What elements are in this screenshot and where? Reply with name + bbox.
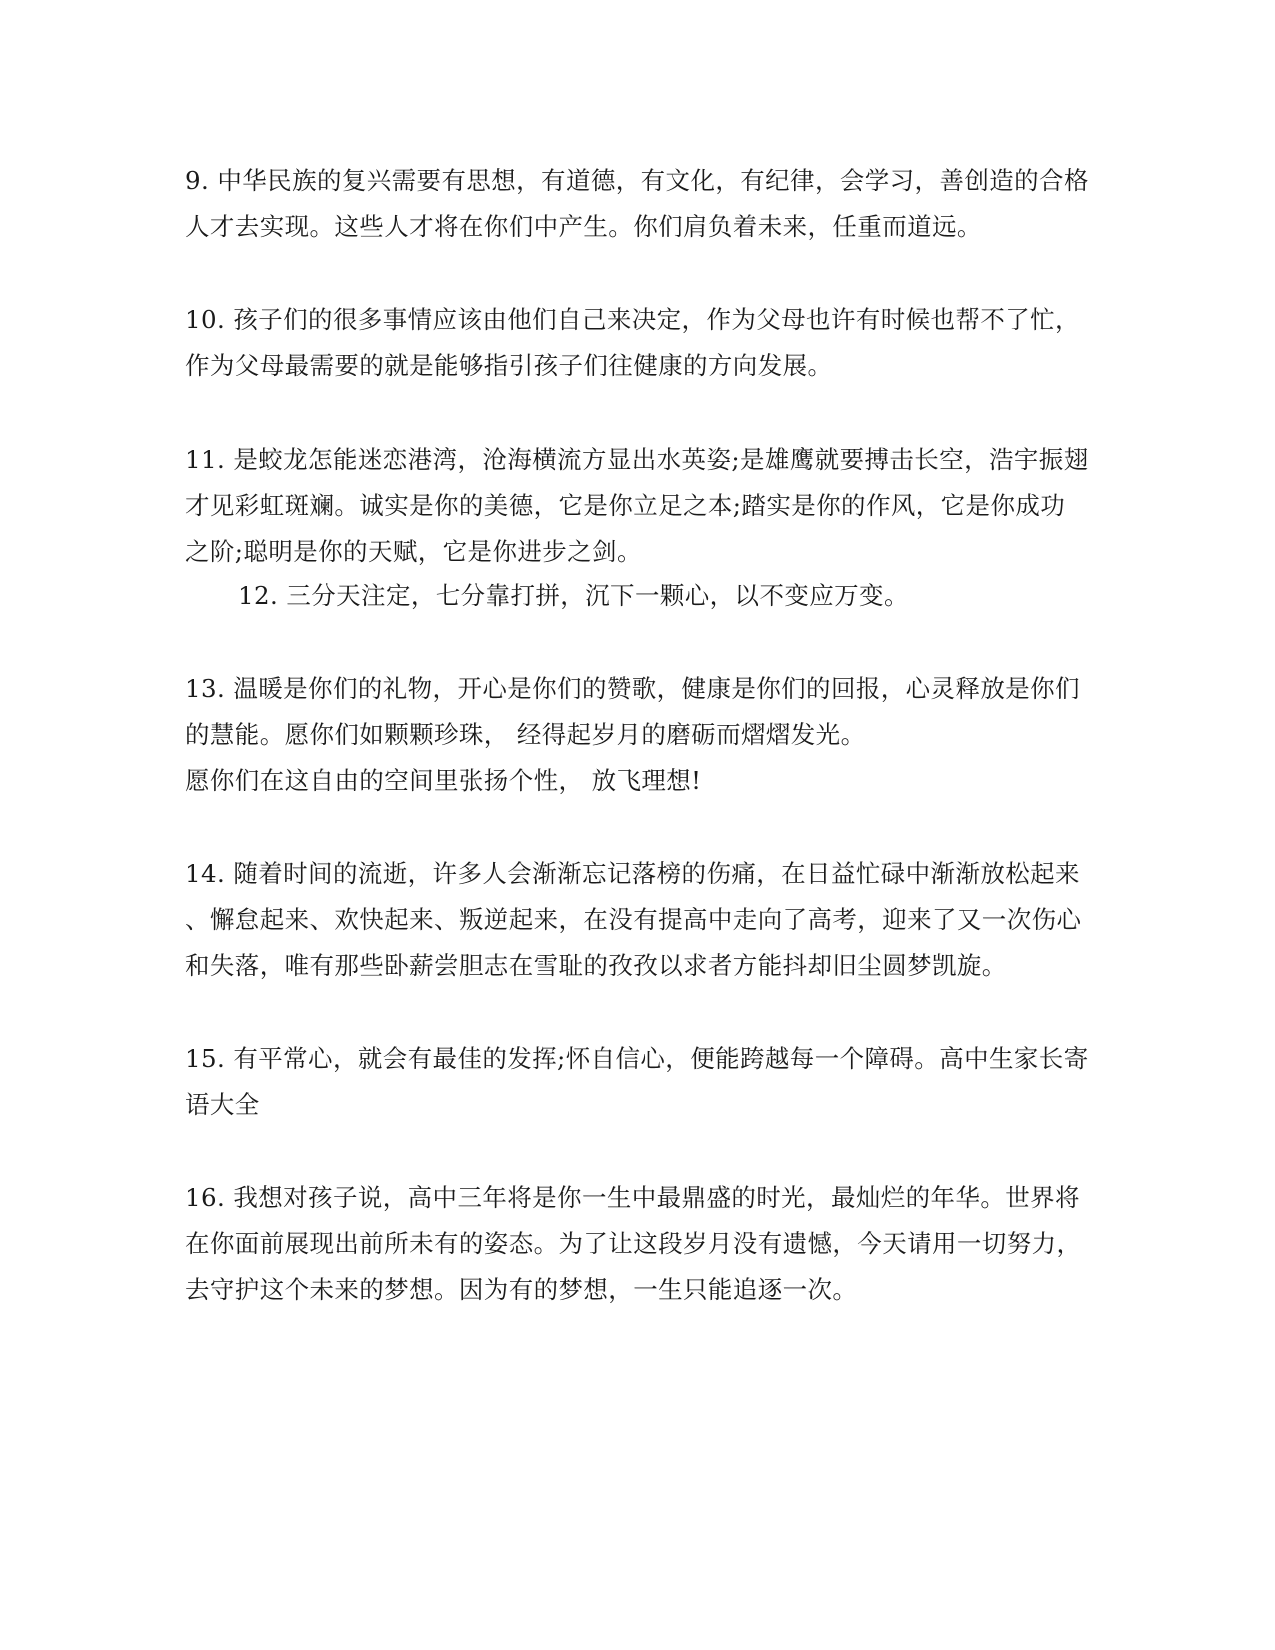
paragraph-line: 11. 是蛟龙怎能迷恋港湾，沧海横流方显出水英姿;是雄鹰就要搏击长空，浩宇振翅 xyxy=(185,445,1089,474)
paragraph-line: 13. 温暖是你们的礼物，开心是你们的赞歌，健康是你们的回报，心灵释放是你们 xyxy=(185,674,1080,703)
paragraph-line: 12. 三分天注定，七分靠打拼，沉下一颗心，以不变应万变。 xyxy=(238,581,909,610)
paragraph-line: 作为父母最需要的就是能够指引孩子们往健康的方向发展。 xyxy=(185,351,833,380)
paragraph-line: 才见彩虹斑斓。诚实是你的美德，它是你立足之本;踏实是你的作风，它是你成功 xyxy=(185,491,1066,520)
paragraph-14 xyxy=(185,851,1090,989)
paragraph-11 xyxy=(185,437,1090,575)
paragraph-line: 语大全 xyxy=(185,1090,260,1119)
paragraph-line: 去守护这个未来的梦想。因为有的梦想，一生只能追逐一次。 xyxy=(185,1275,858,1304)
paragraph-line: 在你面前展现出前所未有的姿态。为了让这段岁月没有遗憾，今天请用一切努力， xyxy=(185,1229,1082,1258)
paragraph-line: 、懈怠起来、欢快起来、叛逆起来，在没有提高中走向了高考，迎来了又一次伤心 xyxy=(185,905,1082,934)
paragraph-line: 15. 有平常心，就会有最佳的发挥;怀自信心，便能跨越每一个障碍。高中生家长寄 xyxy=(185,1044,1089,1073)
paragraph-line: 和失落，唯有那些卧薪尝胆志在雪耻的孜孜以求者方能抖却旧尘圆梦凯旋。 xyxy=(185,951,1007,980)
paragraph-16 xyxy=(185,1175,1090,1313)
paragraph-9 xyxy=(185,158,1090,250)
paragraph-13 xyxy=(185,666,1090,804)
paragraph-10 xyxy=(185,297,1090,389)
paragraph-line: 之阶;聪明是你的天赋，它是你进步之剑。 xyxy=(185,537,642,566)
paragraph-line: 愿你们在这自由的空间里张扬个性， 放飞理想! xyxy=(185,766,702,795)
paragraph-line: 16. 我想对孩子说，高中三年将是你一生中最鼎盛的时光，最灿烂的年华。世界将 xyxy=(185,1183,1080,1212)
paragraph-line: 14. 随着时间的流逝，许多人会渐渐忘记落榜的伤痛，在日益忙碌中渐渐放松起来 xyxy=(185,859,1080,888)
paragraph-12 xyxy=(238,573,1143,619)
paragraph-15 xyxy=(185,1036,1090,1128)
paragraph-line: 10. 孩子们的很多事情应该由他们自己来决定，作为父母也许有时候也帮不了忙， xyxy=(185,305,1080,334)
paragraph-line: 人才去实现。这些人才将在你们中产生。你们肩负着未来，任重而道远。 xyxy=(185,212,982,241)
paragraph-line: 的慧能。愿你们如颗颗珍珠， 经得起岁月的磨砺而熠熠发光。 xyxy=(185,720,866,749)
paragraph-line: 9. 中华民族的复兴需要有思想，有道德，有文化，有纪律，会学习，善创造的合格 xyxy=(185,166,1089,195)
